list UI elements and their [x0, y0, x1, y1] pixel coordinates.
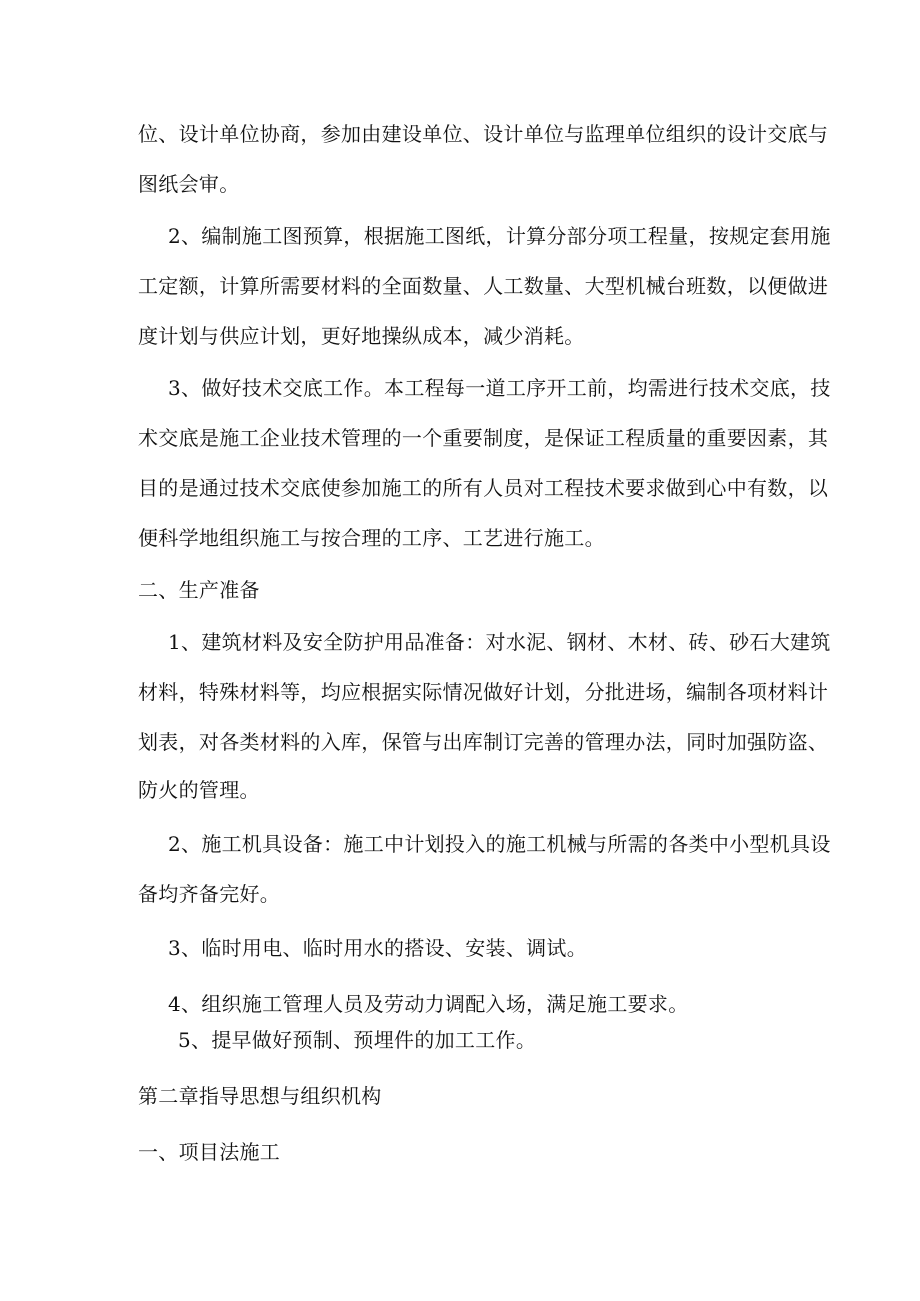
- paragraph-line: 4、组织施工管理人员及劳动力调配入场，满足施工要求。: [168, 992, 689, 1016]
- paragraph-line: 便科学地组织施工与按合理的工序、工艺进行施工。: [138, 526, 605, 550]
- paragraph-line: 划表，对各类材料的入库，保管与出库制订完善的管理办法，同时加强防盗、: [138, 730, 829, 754]
- paragraph-line: 图纸会审。: [138, 172, 240, 196]
- paragraph-line: 3、做好技术交底工作。本工程每一道工序开工前，均需进行技术交底，技: [168, 376, 831, 400]
- paragraph-line: 度计划与供应计划，更好地操纵成本，减少消耗。: [138, 324, 585, 348]
- paragraph-line: 防火的管理。: [138, 778, 260, 802]
- paragraph-line: 2、施工机具设备：施工中计划投入的施工机械与所需的各类中小型机具设: [168, 832, 831, 856]
- paragraph-line: 工定额，计算所需要材料的全面数量、人工数量、大型机械台班数，以便做进: [138, 274, 829, 298]
- paragraph-line: 备均齐备完好。: [138, 882, 281, 906]
- paragraph-line: 5、提早做好预制、预埋件的加工工作。: [178, 1028, 537, 1052]
- paragraph-line: 材料，特殊材料等，均应根据实际情况做好计划，分批进场，编制各项材料计: [138, 680, 829, 704]
- paragraph-line: 1、建筑材料及安全防护用品准备：对水泥、钢材、木材、砖、砂石大建筑: [168, 630, 831, 654]
- paragraph-line: 位、设计单位协商，参加由建设单位、设计单位与监理单位组织的设计交底与: [138, 122, 829, 146]
- paragraph-line: 2、编制施工图预算，根据施工图纸，计算分部分项工程量，按规定套用施: [168, 224, 831, 248]
- section-heading: 一、项目法施工: [138, 1140, 281, 1164]
- paragraph-line: 术交底是施工企业技术管理的一个重要制度，是保证工程质量的重要因素，其: [138, 426, 829, 450]
- chapter-heading: 第二章指导思想与组织机构: [138, 1084, 382, 1108]
- section-heading: 二、生产准备: [138, 578, 260, 602]
- paragraph-line: 3、临时用电、临时用水的搭设、安装、调试。: [168, 936, 588, 960]
- paragraph-line: 目的是通过技术交底使参加施工的所有人员对工程技术要求做到心中有数，以: [138, 476, 829, 500]
